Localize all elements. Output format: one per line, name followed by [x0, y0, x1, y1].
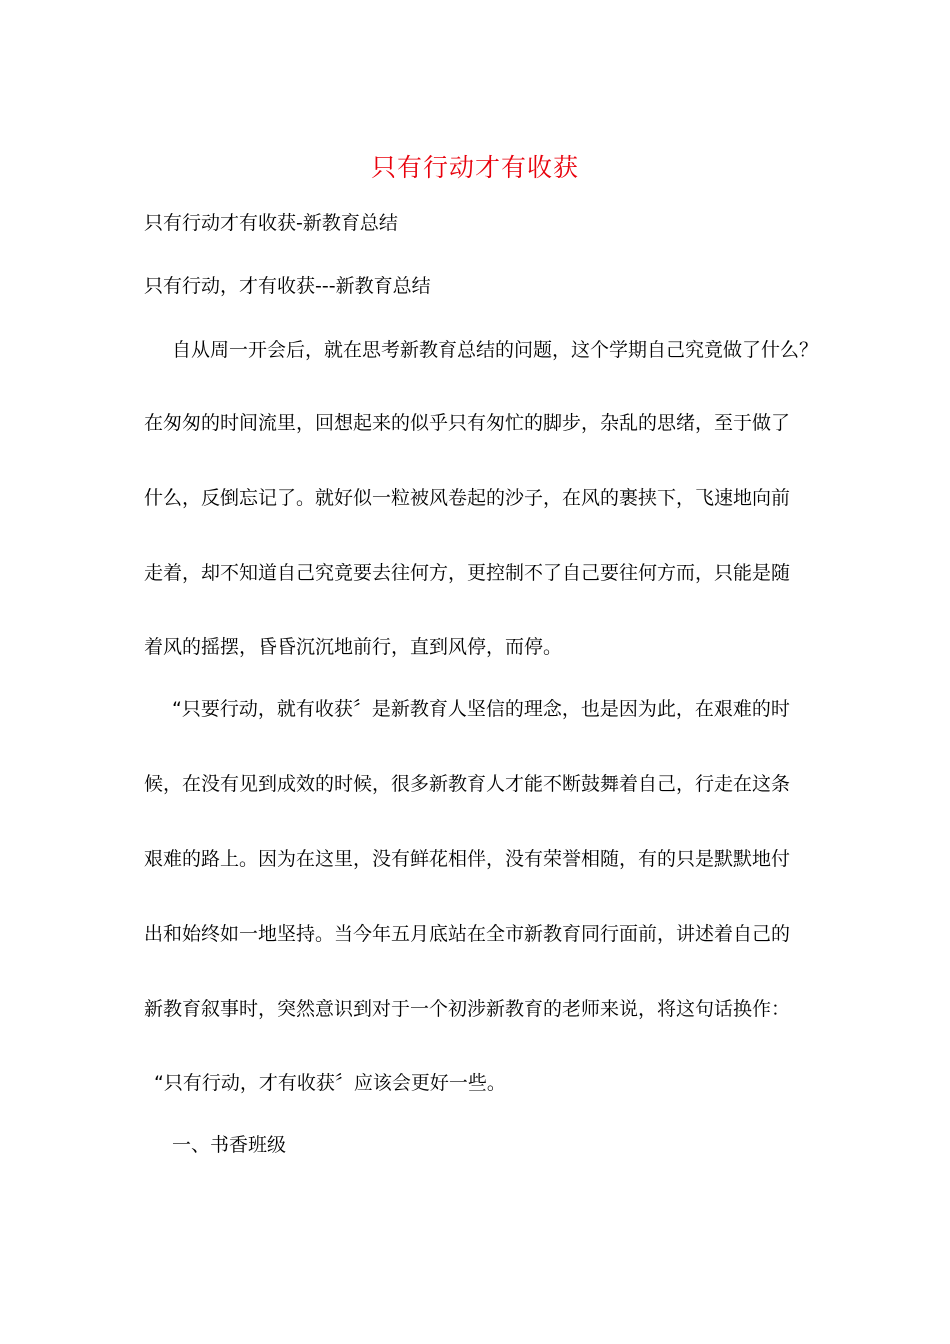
paragraph-1-line-5: 着风的摇摆，昏昏沉沉地前行，直到风停，而停。 — [144, 636, 563, 658]
paragraph-2-line-3: 艰难的路上。因为在这里，没有鲜花相伴，没有荣誉相随，有的只是默默地付 — [144, 848, 791, 870]
paragraph-2-line-1: “只要行动，就有收获〞是新教育人坚信的理念，也是因为此，在艰难的时 — [172, 698, 790, 720]
paragraph-1-line-1: 自从周一开会后，就在思考新教育总结的问题，这个学期自己究竟做了什么？ — [172, 339, 819, 361]
paragraph-2-line-5: 新教育叙事时，突然意识到对于一个初涉新教育的老师来说，将这句话换作： — [144, 998, 791, 1020]
section-heading: 一、书香班级 — [172, 1134, 287, 1156]
paragraph-2-line-4: 出和始终如一地坚持。当今年五月底站在全市新教育同行面前，讲述着自己的 — [144, 923, 791, 945]
document-title: 只有行动才有收获 — [370, 153, 579, 182]
paragraph-1-line-2: 在匆匆的时间流里，回想起来的似乎只有匆忙的脚步，杂乱的思绪，至于做了 — [144, 412, 791, 434]
paragraph-1-line-4: 走着，却不知道自己究竟要去往何方，更控制不了自己要往何方而，只能是随 — [144, 562, 791, 584]
subtitle-line-2: 只有行动，才有收获---新教育总结 — [144, 275, 431, 297]
paragraph-2-line-2: 候，在没有见到成效的时候，很多新教育人才能不断鼓舞着自己，行走在这条 — [144, 773, 791, 795]
paragraph-2-line-6: “只有行动，才有收获〞应该会更好一些。 — [154, 1072, 506, 1094]
paragraph-1-line-3: 什么，反倒忘记了。就好似一粒被风卷起的沙子，在风的裹挟下，飞速地向前 — [144, 487, 791, 509]
subtitle-line-1: 只有行动才有收获-新教育总结 — [144, 212, 398, 234]
